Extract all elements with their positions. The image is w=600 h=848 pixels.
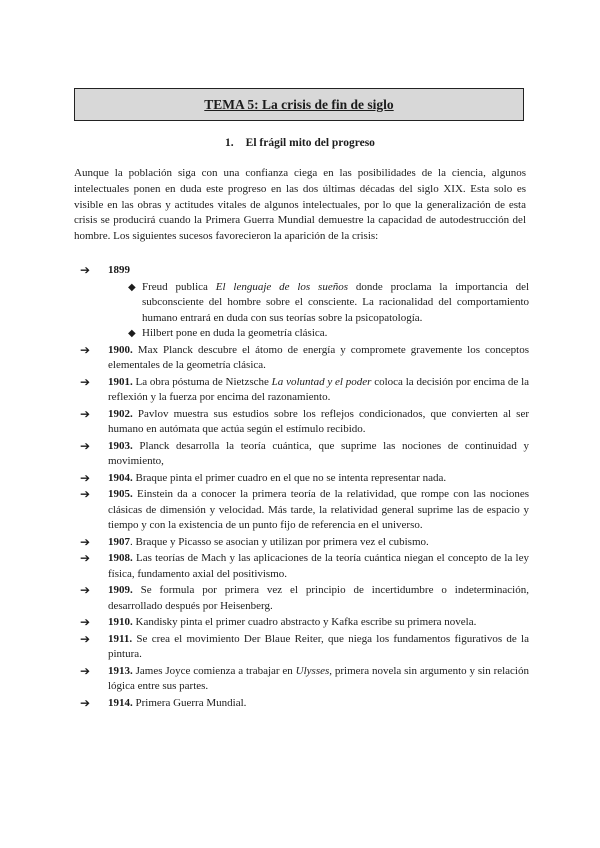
timeline-text: Primera Guerra Mundial.	[132, 696, 247, 709]
arrow-right-icon: ➔	[80, 470, 91, 485]
timeline-text: James Joyce comienza a trabajar en	[132, 664, 296, 677]
arrow-right-icon: ➔	[80, 615, 91, 629]
timeline-text: Max Planck descubre el átomo de energía y compromete gravemente los conceptos elementales de la geometría clásica.	[108, 343, 529, 371]
timeline-text: Planck desarrolla la teoría cuántica, que suprime las nociones de continuidad y movimiento,	[108, 439, 529, 467]
timeline-year: 1909.	[108, 584, 133, 596]
timeline-item-1909	[74, 583, 529, 614]
timeline-year: 1899	[108, 264, 130, 276]
arrow-right-icon: ➔	[80, 342, 91, 357]
timeline-item-1914	[74, 696, 529, 712]
arrow-right-icon: ➔	[80, 534, 91, 549]
timeline-year: 1903.	[108, 439, 133, 452]
diamond-bullet-icon: ◆	[128, 328, 136, 339]
timeline-year: 1913.	[108, 664, 133, 677]
timeline-item-1913	[74, 664, 529, 695]
timeline-item-1908	[74, 551, 529, 582]
sub-item-freud	[108, 280, 529, 327]
timeline-text: . Braque y Picasso se asocian y utilizan por primera vez el cubismo.	[130, 535, 429, 548]
arrow-right-icon: ➔	[80, 487, 91, 501]
timeline-year: 1905.	[108, 488, 133, 500]
timeline-item-1901	[74, 375, 529, 406]
timeline-year: 1908.	[108, 552, 133, 564]
book-title: Ulysses,	[295, 664, 333, 677]
timeline-item-1900	[74, 343, 529, 374]
timeline-text: Se crea el movimiento Der Blaue Reiter, que niega los fundamentos figurativos de la pintura.	[108, 632, 529, 660]
timeline-text: Braque pinta el primer cuadro en el que no se intenta representar nada.	[132, 471, 447, 484]
timeline-year: 1911.	[108, 632, 133, 645]
timeline-text: Einstein da a conocer la primera teoría de la relatividad, que rompe con las nociones clásicas de dimensión y velocidad. Más tarde, la relatividad general suprime las de espacio y tiempo y con la existencia de un punto fijo de referencia en el universo.	[108, 488, 529, 531]
timeline-text: Pavlov muestra sus estudios sobre los reflejos condicionados, que convierten al ser humano en autómata que actúa según el estímulo recibido.	[108, 407, 529, 435]
timeline-text: Kandisky pinta el primer cuadro abstracto y Kafka escribe su primera novela.	[132, 616, 477, 628]
page-title: TEMA 5: La crisis de fin de siglo	[74, 88, 524, 121]
intro-paragraph: Aunque la población siga con una confianza ciega en las posibilidades de la ciencia, algunos intelectuales ponen en duda este progreso en las dos últimas décadas del siglo XIX. Esta solo es visible en las obras y actitudes vitales de algunos intelectuales, por lo que la generalización de esta crisis se producirá cuando la Primera Guerra Mundial demuestre la capacidad de autodestrucción del hombre. Los siguientes sucesos favorecieron la aparición de la crisis:	[74, 167, 526, 243]
section-number: 1.	[225, 137, 234, 149]
timeline-text: coloca la decisión por encima de la reflexión y la fuerza por encima del razonamiento.	[108, 375, 530, 403]
sub-item-text: Freud publica	[142, 280, 216, 293]
timeline-text: La obra póstuma de Nietzsche	[132, 375, 272, 388]
arrow-right-icon: ➔	[80, 695, 91, 710]
timeline-year: 1901.	[108, 375, 133, 388]
diamond-bullet-icon: ◆	[128, 281, 136, 293]
sub-item-text: Hilbert pone en duda la geometría clásica.	[142, 327, 328, 339]
arrow-right-icon: ➔	[80, 551, 91, 565]
timeline-item-1907	[74, 535, 529, 551]
section-title: El frágil mito del progreso	[245, 137, 375, 149]
timeline-year: 1914.	[108, 696, 133, 709]
book-title: La voluntad y el poder	[271, 375, 372, 388]
timeline-text: Las teorías de Mach y las aplicaciones de la teoría cuántica niegan el concepto de la ley física, fundamento axial del positivismo.	[108, 552, 529, 580]
arrow-right-icon: ➔	[80, 438, 91, 453]
arrow-right-icon: ➔	[80, 406, 91, 421]
timeline-year: 1910.	[108, 616, 133, 628]
timeline-year: 1900.	[108, 343, 133, 356]
timeline-text: Se formula por primera vez el principio de incertidumbre o indeterminación, desarrollado después por Heisenberg.	[108, 584, 529, 612]
timeline-item-1910	[74, 615, 529, 631]
timeline-text: primera novela sin argumento y sin relación lógica entre sus partes.	[108, 664, 529, 692]
timeline-year: 1907	[108, 535, 130, 548]
arrow-right-icon: ➔	[80, 663, 91, 678]
timeline-item-1905	[74, 487, 529, 534]
section-heading	[0, 137, 600, 149]
arrow-right-icon: ➔	[80, 263, 91, 277]
timeline-year: 1902.	[108, 407, 133, 420]
timeline-item-1903	[74, 439, 529, 470]
timeline-item-1902	[74, 407, 529, 438]
timeline-year: 1904.	[108, 471, 133, 484]
timeline-list	[74, 263, 529, 712]
arrow-right-icon: ➔	[80, 374, 91, 389]
timeline-item-1904	[74, 471, 529, 487]
sub-item-hilbert	[108, 326, 529, 342]
book-title: El lenguaje de los sueños	[215, 280, 349, 293]
timeline-item-1911	[74, 632, 529, 663]
arrow-right-icon: ➔	[80, 631, 91, 646]
timeline-item-1899	[74, 263, 529, 279]
arrow-right-icon: ➔	[80, 583, 91, 597]
sub-item-text: donde proclama la importancia del subconsciente del hombre sobre el consciente. La racionalidad del comportamiento humano entrará en duda con sus teorías sobre la psicopatología.	[142, 280, 530, 324]
